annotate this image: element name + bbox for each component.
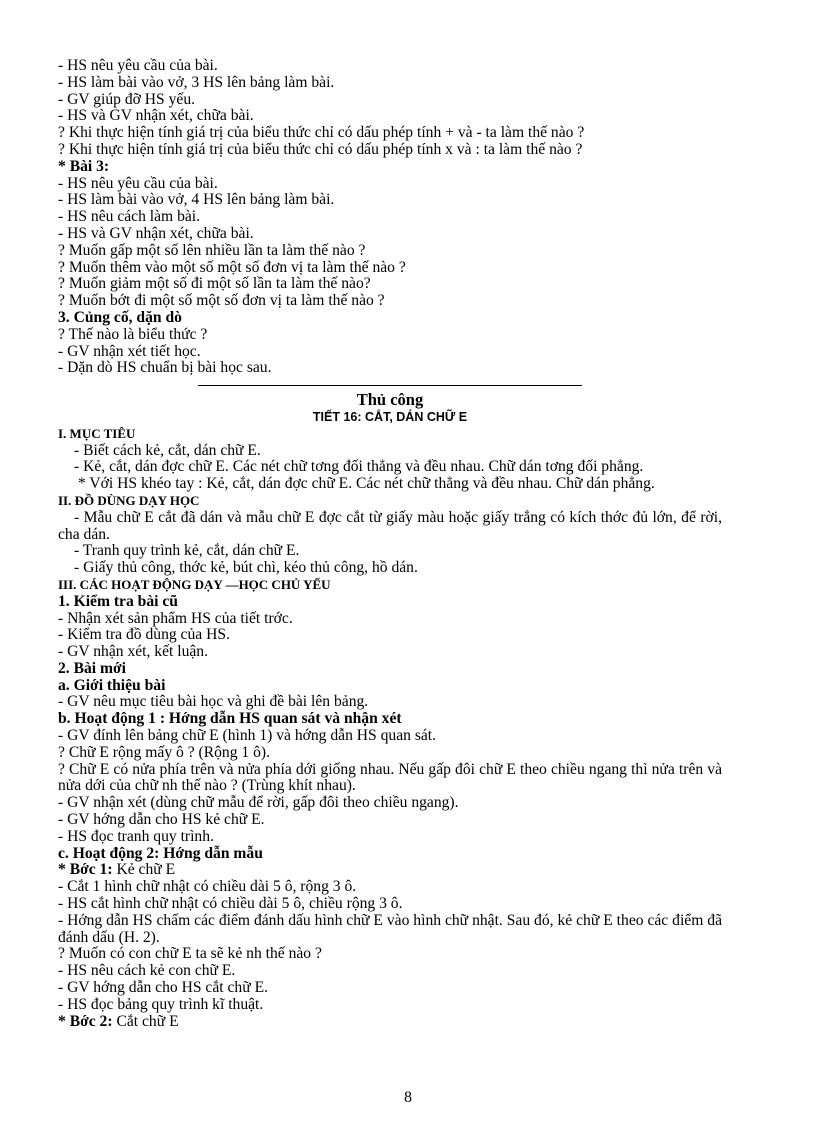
text-paragraph xyxy=(58,510,722,544)
section-heading-hoat-dong: III. CÁC HOẠT ĐỘNG DẠY —HỌC CHỦ YẾU xyxy=(58,576,331,592)
section-heading-kiem-tra: 1. Kiểm tra bài cũ xyxy=(58,592,178,610)
section-heading-do-dung: II. ĐỒ DÙNG DẠY HỌC xyxy=(58,492,200,508)
question-line: ? Muốn giảm một số đi một số lần ta làm thế nào? xyxy=(58,275,371,293)
question-line: ? Muốn thêm vào một số một số đơn vị ta làm thế nào ? xyxy=(58,258,406,276)
text-line: - HS và GV nhận xét, chữa bài. xyxy=(58,107,254,125)
step-text: Cắt chữ E xyxy=(112,1012,179,1030)
text-line: - HS làm bài vào vở, 3 HS lên bảng làm bài. xyxy=(58,73,335,91)
subsection-heading-hoat-dong-1: b. Hoạt động 1 : Hớng dẫn HS quan sát và nhận xét xyxy=(58,710,402,728)
section-heading-bai3: * Bài 3: xyxy=(58,157,110,175)
question-line: ? Muốn gấp một số lên nhiều lần ta làm thế nào ? xyxy=(58,241,366,259)
question-line: ? Muốn có con chữ E ta sẽ kẻ nh thế nào ? xyxy=(58,945,322,963)
lesson-subject: Thủ công xyxy=(356,390,424,410)
question-line: ? Khi thực hiện tính giá trị của biểu thức chỉ có dấu phép tính x và : ta làm thế nào ? xyxy=(58,140,583,158)
step-line xyxy=(58,1014,722,1031)
question-line: ? Thế nào là biểu thức ? xyxy=(58,325,208,343)
text-line: - HS nêu yêu cầu của bài. xyxy=(58,174,218,192)
text-line: - GV hớng dẫn cho HS kẻ chữ E. xyxy=(58,811,265,829)
text-line: - GV nhận xét tiết học. xyxy=(58,342,201,360)
subsection-heading-hoat-dong-2: c. Hoạt động 2: Hớng dẫn mẫu xyxy=(58,844,263,862)
text-line: - Nhận xét sản phẩm HS của tiết trớc. xyxy=(58,609,293,627)
paragraph-text: - Mẫu chữ E cắt đã dán và mẫu chữ E đợc cắt từ giấy màu hoặc giấy trắng có kích thớc đủ lớn, để rời, cha dán. xyxy=(58,508,722,543)
section-heading-bai-moi: 2. Bài mới xyxy=(58,659,126,677)
text-line: - Biết cách kẻ, cắt, dán chữ E. xyxy=(74,441,261,459)
step-label: * Bớc 1: xyxy=(58,861,113,879)
step-text: Kẻ chữ E xyxy=(112,861,176,879)
text-line: - HS đọc bảng quy trình kĩ thuật. xyxy=(58,995,264,1013)
text-line: - HS nêu cách kẻ con chữ E. xyxy=(58,962,236,980)
question-paragraph: ? Chữ E có nửa phía trên và nửa phía dới giống nhau. Nếu gấp đôi chữ E theo chiều ngang thì nửa trên và nửa dới của chữ nh thế nào ? (Trùng khít nhau). xyxy=(58,760,722,795)
question-line: ? Chữ E rộng mấy ô ? (Rộng 1 ô). xyxy=(58,743,271,761)
document-page xyxy=(58,58,722,1030)
paragraph-text: * Với HS khéo tay : Kẻ, cắt, dán đợc chữ E. Các nét chữ thẳng và đều nhau. Chữ dán phẳng. xyxy=(78,475,655,493)
text-line: - GV giúp đỡ HS yếu. xyxy=(58,90,196,108)
text-line: - HS nêu cách làm bài. xyxy=(58,208,201,226)
text-line: - Dặn dò HS chuẩn bị bài học sau. xyxy=(58,359,272,377)
section-heading-muc-tieu: I. MỤC TIÊU xyxy=(58,425,136,441)
text-paragraph xyxy=(58,459,722,476)
section-heading-cung-co: 3. Củng cố, dặn dò xyxy=(58,308,182,326)
text-paragraph xyxy=(58,476,722,493)
lesson-title: TIẾT 16: CẮT, DÁN CHỮ E xyxy=(312,409,468,424)
text-line: - Cắt 1 hình chữ nhật có chiều dài 5 ô, rộng 3 ô. xyxy=(58,878,357,896)
text-line: - HS đọc tranh quy trình. xyxy=(58,827,214,845)
text-line: - HS làm bài vào vở, 4 HS lên bảng làm bài. xyxy=(58,191,335,209)
step-line xyxy=(58,862,722,879)
question-line: ? Muốn bớt đi một số một số đơn vị ta làm thế nào ? xyxy=(58,292,385,310)
step-label: * Bớc 2: xyxy=(58,1012,113,1030)
text-line: - Kiểm tra đồ dùng của HS. xyxy=(58,626,230,644)
subsection-heading-gioi-thieu: a. Giới thiệu bài xyxy=(58,676,166,694)
text-line: - GV đính lên bảng chữ E (hình 1) và hớng dẫn HS quan sát. xyxy=(58,727,437,745)
text-line: - HS nêu yêu cầu của bài. xyxy=(58,57,218,74)
text-line: - HS cắt hình chữ nhật có chiều dài 5 ô, chiều rộng 3 ô. xyxy=(58,895,403,913)
text-paragraph: - Hớng dẫn HS chấm các điểm đánh dấu hình chữ E vào hình chữ nhật. Sau đó, kẻ chữ E theo các điểm đã đánh dấu (H. 2). xyxy=(58,911,722,946)
question-line: ? Khi thực hiện tính giá trị của biểu thức chỉ có dấu phép tính + và - ta làm thế nào ? xyxy=(58,124,585,142)
text-line: - HS và GV nhận xét, chữa bài. xyxy=(58,224,254,242)
text-line: - GV nêu mục tiêu bài học và ghi đề bài lên bảng. xyxy=(58,693,369,711)
section-divider xyxy=(198,385,582,386)
text-line: - GV hớng dẫn cho HS cắt chữ E. xyxy=(58,979,268,997)
text-line: - GV nhận xét (dùng chữ mẫu để rời, gấp đôi theo chiều ngang). xyxy=(58,794,459,812)
text-line: - Giấy thủ công, thớc kẻ, bút chì, kéo thủ công, hồ dán. xyxy=(74,559,418,577)
text-line: - GV nhận xét, kết luận. xyxy=(58,643,208,661)
page-number: 8 xyxy=(404,1089,412,1106)
text-line: - Tranh quy trình kẻ, cắt, dán chữ E. xyxy=(74,542,300,560)
paragraph-text: - Kẻ, cắt, dán đợc chữ E. Các nét chữ tơng đối thẳng và đều nhau. Chữ dán tơng đối phẳng. xyxy=(74,458,644,476)
